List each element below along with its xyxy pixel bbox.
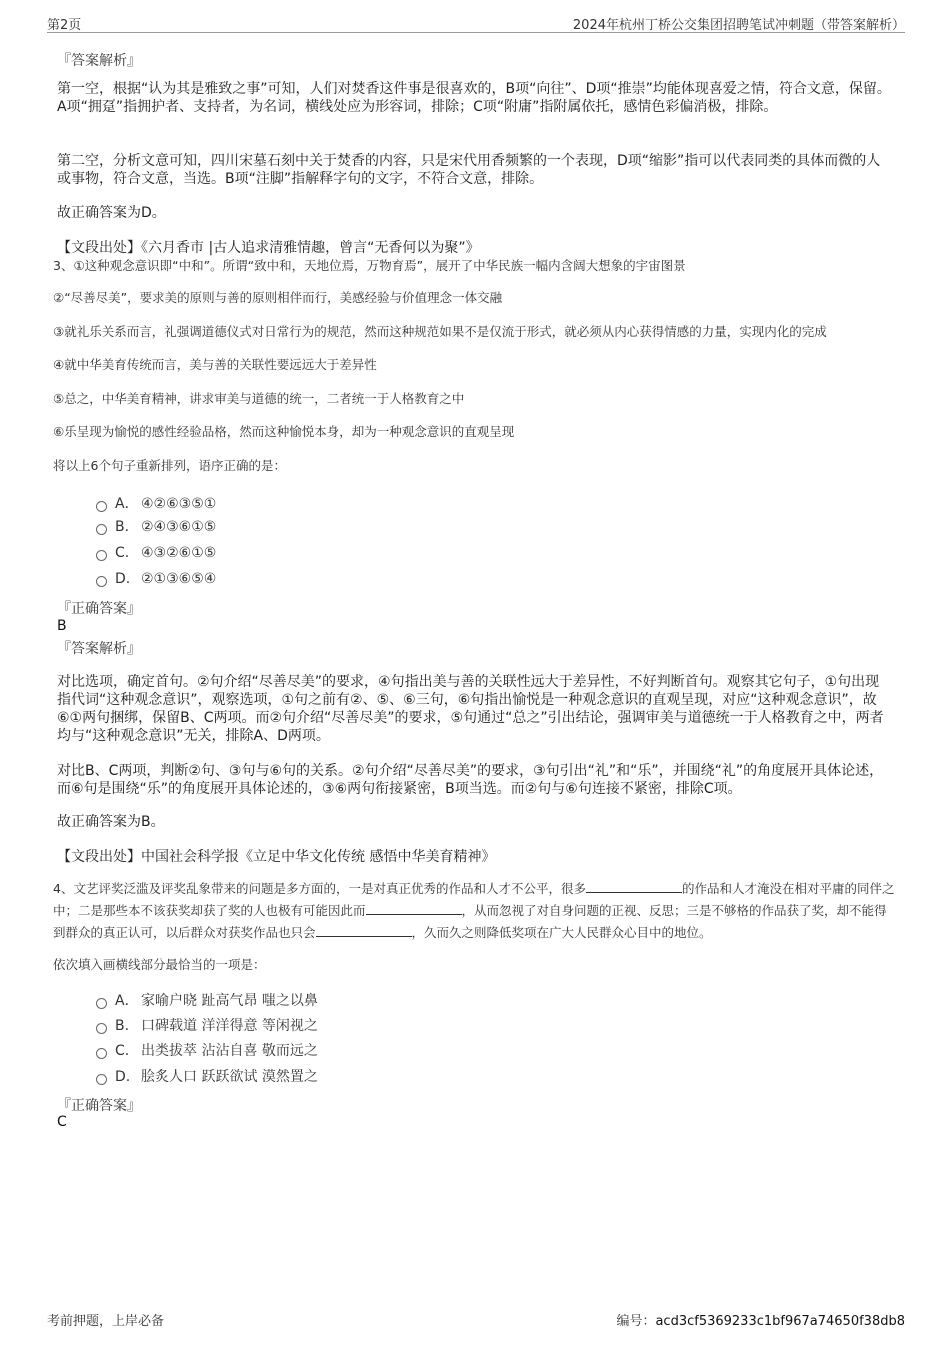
q3-option-b[interactable]: B. ②④③⑥①⑤ xyxy=(96,519,216,539)
page-header xyxy=(47,12,905,33)
page-footer xyxy=(47,1306,905,1329)
blank-1 xyxy=(586,880,682,893)
radio-icon[interactable] xyxy=(96,998,107,1009)
radio-icon[interactable] xyxy=(96,1023,107,1034)
footer-slogan: 考前押题，上岸必备 xyxy=(47,1314,165,1329)
q3-prompt: 将以上6个句子重新排列，语序正确的是： xyxy=(53,458,286,473)
q3-option-d[interactable]: D. ②①③⑥⑤④ xyxy=(96,571,216,591)
radio-icon[interactable] xyxy=(96,576,107,587)
q3-option-a[interactable]: A． ④②⑥③⑤① xyxy=(96,493,216,513)
q4-option-b[interactable]: B. 口碑载道 洋洋得意 等闲视之 xyxy=(96,1015,318,1035)
q3-correct-answer: B xyxy=(57,618,67,634)
q4-option-c[interactable]: C. 出类拔萃 沾沾自喜 敬而远之 xyxy=(96,1040,318,1060)
q3-sentence-3: ③就礼乐关系而言，礼强调道德仪式对日常行为的规范，然而这种规范如果不是仅流于形式，就必须从内心获得情感的力量，实现内化的完成 xyxy=(53,324,827,339)
radio-icon[interactable] xyxy=(96,1074,107,1085)
q2-source: 【文段出处】《六月香市 |古人追求清雅情趣，曾言“无香何以为聚”》 xyxy=(57,240,480,256)
radio-icon[interactable] xyxy=(96,501,107,512)
q3-analysis-label: 『答案解析』 xyxy=(57,641,141,657)
blank-2 xyxy=(366,902,462,915)
q2-conclusion: 故正确答案为D。 xyxy=(57,205,166,221)
blank-3 xyxy=(316,924,412,937)
q4-stem: 4、文艺评奖泛滥及评奖乱象带来的问题是多方面的，一是对真正优秀的作品和人才不公平，很多 的作品和人才淹没在相对平庸的同伴之中；二是那些本不该获奖却获了奖的人也极有可能因此而 ，从而忽视了对自身问题的正视、反思；三是不够格的作品获了奖，却不能得到群众的真正认可，以后群众对获奖作品也只会 ，久而久之则降低奖项在广大人民群众心目中的地位。 xyxy=(53,881,895,940)
q4-correct-label: 『正确答案』 xyxy=(57,1098,141,1114)
q4-correct-answer: C xyxy=(57,1114,67,1130)
q3-correct-label: 『正确答案』 xyxy=(57,601,141,617)
q3-option-c[interactable]: C. ④③②⑥①⑤ xyxy=(96,545,216,565)
q3-sentence-6: ⑥乐呈现为愉悦的感性经验品格，然而这种愉悦本身，却为一种观念意识的直观呈现 xyxy=(53,424,515,439)
document-title: 2024年杭州丁桥公交集团招聘笔试冲刺题（带答案解析） xyxy=(572,18,905,33)
radio-icon[interactable] xyxy=(96,1048,107,1059)
q4-option-d[interactable]: D. 脍炙人口 跃跃欲试 漠然置之 xyxy=(96,1066,318,1086)
q3-sentence-5: ⑤总之，中华美育精神，讲求审美与道德的统一，二者统一于人格教育之中 xyxy=(53,391,465,406)
q3-sentence-1: 3、①这种观念意识即“中和”。所谓“致中和，天地位焉，万物育焉”，展开了中华民族一幅内含阔大想象的宇宙图景 xyxy=(53,258,686,273)
q3-sentence-2: ②“尽善尽美”，要求美的原则与善的原则相伴而行，美感经验与价值理念一体交融 xyxy=(53,290,503,305)
page-number: 第2页 xyxy=(47,18,82,33)
q3-sentence-4: ④就中华美育传统而言，美与善的关联性要远远大于差异性 xyxy=(53,357,377,372)
document-code: 编号：acd3cf5369233c1bf967a74650f38db8 xyxy=(616,1314,905,1329)
radio-icon[interactable] xyxy=(96,550,107,561)
q3-conclusion: 故正确答案为B。 xyxy=(57,814,165,830)
q2-analysis-paragraph-1: 第一空，根据“认为其是雅致之事”可知，人们对焚香这件事是很喜欢的，B项“向往”、D项“推崇”均能体现喜爱之情，符合文意，保留。A项“拥趸”指拥护者、支持者，为名词，横线处应为形容词，排除；C项“附庸”指附属依托，感情色彩偏消极，排除。 xyxy=(57,81,891,115)
q3-analysis-paragraph-2: 对比B、C两项，判断②句、③句与⑥句的关系。②句介绍“尽善尽美”的要求，③句引出“礼”和“乐”，并围绕“礼”的角度展开具体论述，而⑥句是围绕“乐”的角度展开具体论述的，③⑥两句衔接紧密，B项当选。而②句与⑥句连接不紧密，排除C项。 xyxy=(57,763,884,797)
q4-prompt: 依次填入画横线部分最恰当的一项是： xyxy=(53,957,266,972)
q4-option-a[interactable]: A． 家喻户晓 趾高气昂 嗤之以鼻 xyxy=(96,990,318,1010)
q3-source: 【文段出处】中国社会科学报《立足中华文化传统 感悟中华美育精神》 xyxy=(57,849,496,865)
q3-analysis-paragraph-1: 对比选项，确定首句。②句介绍“尽善尽美”的要求，④句指出美与善的关联性远大于差异性，不好判断首句。观察其它句子，①句出现指代词“这种观念意识”，观察选项，①句之前有②、⑤、⑥三句，⑥句指出愉悦是一种观念意识的直观呈现，对应“这种观念意识”，故⑥①两句捆绑，保留B、C两项。而②句介绍“尽善尽美”的要求，⑤句通过“总之”引出结论，强调审美与道德统一于人格教育之中，两者均与“这种观念意识”无关，排除A、D两项。 xyxy=(57,674,884,744)
radio-icon[interactable] xyxy=(96,524,107,535)
q2-analysis-paragraph-2: 第二空，分析文意可知，四川宋墓石刻中关于焚香的内容，只是宋代用香频繁的一个表现，D项“缩影”指可以代表同类的具体而微的人或事物，符合文意，当选。B项“注脚”指解释字句的文字，不符合文意，排除。 xyxy=(57,153,881,187)
q2-analysis-label: 『答案解析』 xyxy=(57,53,141,69)
